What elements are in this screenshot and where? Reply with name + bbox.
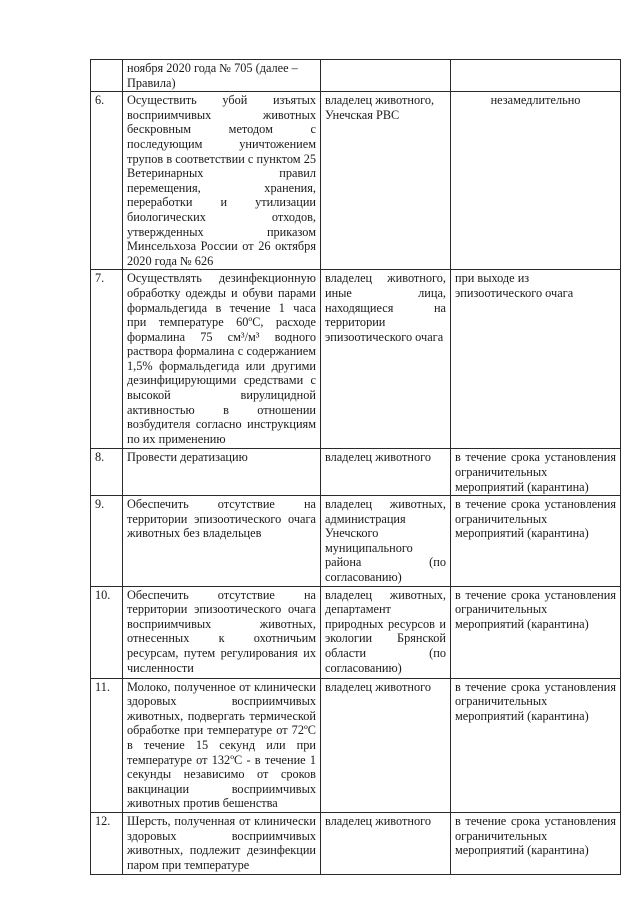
term-text: в течение срока установления ограничительных мероприятий (карантина)	[451, 586, 621, 678]
term-text: незамедлительно	[451, 92, 621, 270]
table-row	[91, 496, 621, 587]
row-number	[91, 60, 123, 92]
table-row	[91, 678, 621, 812]
responsible-text: владелец животного, иные лица, находящиеся на территории эпизоотического очага	[321, 270, 451, 449]
responsible-text: владелец животных, администрация Унечского муниципального района (по согласованию)	[321, 496, 451, 587]
row-number: 10.	[91, 586, 123, 678]
table-row	[91, 586, 621, 678]
term-text: в течение срока установления ограничительных мероприятий (карантина)	[451, 496, 621, 587]
responsible-text: владелец животных, департамент природных ресурсов и экологии Брянской области (по согласованию)	[321, 586, 451, 678]
measure-text: Провести дератизацию	[123, 449, 321, 496]
responsible-text: владелец животного	[321, 678, 451, 812]
responsible-text: владелец животного, Унечская РВС	[321, 92, 451, 270]
row-number: 11.	[91, 678, 123, 812]
measure-text: Обеспечить отсутствие на территории эпизоотического очага восприимчивых животных, отнесенных к охотничьим ресурсам, путем регулирования их численности	[123, 586, 321, 678]
term-text: в течение срока установления ограничительных мероприятий (карантина)	[451, 813, 621, 875]
table-row	[91, 813, 621, 875]
measure-text: Молоко, полученное от клинически здоровых восприимчивых животных, подвергать термической обработке при температуре от 72ºС в течение 15 секунд или при температуре от 132ºС - в течение 1 секунды независимо от сроков вакцинации восприимчивых животных против бешенства	[123, 678, 321, 812]
table-row	[91, 449, 621, 496]
row-number: 9.	[91, 496, 123, 587]
measures-table	[90, 59, 621, 875]
table-row	[91, 60, 621, 92]
row-number: 6.	[91, 92, 123, 270]
measure-text: Шерсть, полученная от клинически здоровых восприимчивых животных, подлежит дезинфекции паром при температуре	[123, 813, 321, 875]
term-text: в течение срока установления ограничительных мероприятий (карантина)	[451, 678, 621, 812]
measure-text: Обеспечить отсутствие на территории эпизоотического очага животных без владельцев	[123, 496, 321, 587]
term-text: в течение срока установления ограничительных мероприятий (карантина)	[451, 449, 621, 496]
row-number: 12.	[91, 813, 123, 875]
responsible-text: владелец животного	[321, 449, 451, 496]
row-number: 8.	[91, 449, 123, 496]
term-text: при выходе из эпизоотического очага	[451, 270, 621, 449]
table-row	[91, 92, 621, 270]
responsible-text: владелец животного	[321, 813, 451, 875]
responsible-text	[321, 60, 451, 92]
row-number: 7.	[91, 270, 123, 449]
measure-text: Осуществить убой изъятых восприимчивых животных бескровным методом с последующим уничтожением трупов в соответствии с пунктом 25 Ветеринарных правил перемещения, хранения, переработки и утилизации биологических отходов, утвержденных приказом Минсельхоза России от 26 октября 2020 года № 626	[123, 92, 321, 270]
measure-text: Осуществлять дезинфекционную обработку одежды и обуви парами формальдегида в течение 1 часа при температуре 60ºС, расходе формалина 75 см³/м³ водного раствора формалина с содержанием 1,5% формальдегида или другими дезинфицирующими средствами с высокой вирулицидной активностью в отношении возбудителя согласно инструкциям по их применению	[123, 270, 321, 449]
term-text	[451, 60, 621, 92]
measure-text: ноября 2020 года № 705 (далее – Правила)	[123, 60, 321, 92]
table-row	[91, 270, 621, 449]
